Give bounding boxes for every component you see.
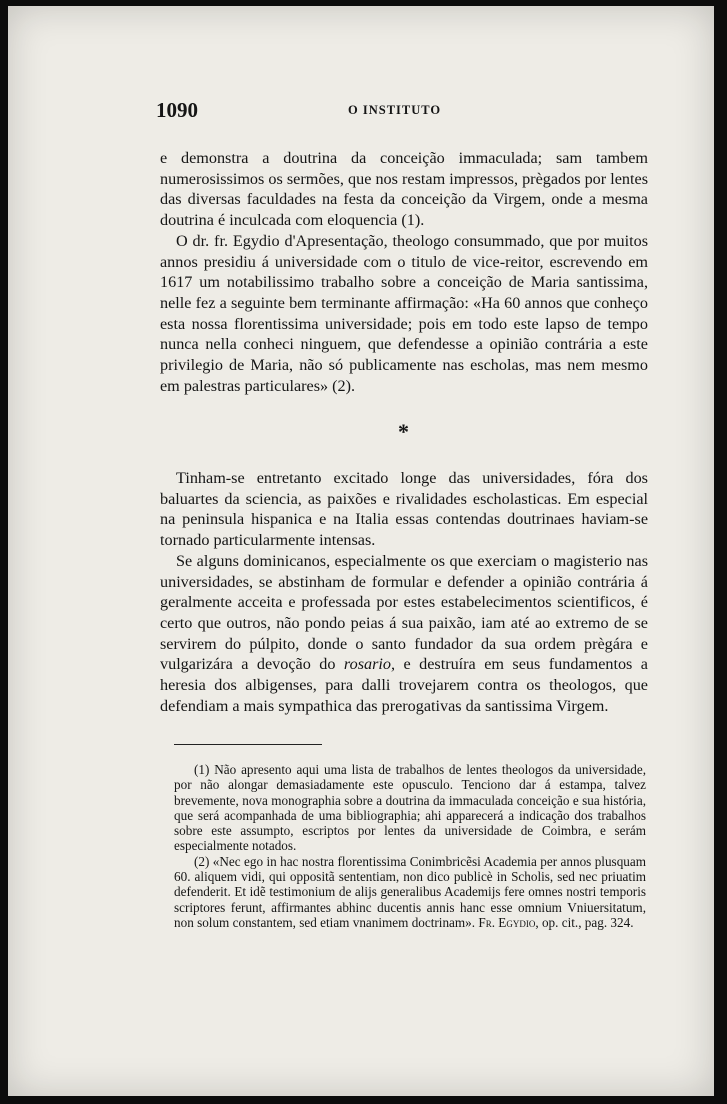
section-separator: * [398, 419, 409, 444]
scanned-page [8, 6, 714, 1096]
paragraph-egydio: O dr. fr. Egydio d'Apresentação, theologo consummado, que por muitos annos presidiu á universidade com o titulo de vice-reitor, escrevendo em 1617 um notabilissimo trabalho sobre a conceição de Maria santissima, nelle fez a seguinte bem terminante affirmação: «Ha 60 annos que conheço esta nossa florentissima universidade; pois em todo este lapso de tempo nunca nella conheci ninguem, que defendesse a opinião contrária a este privilegio de Maria, não só publicamente nas escholas, mas nem mesmo em palestras particulares» (2). [160, 231, 648, 395]
paragraph-dominicans-text-b: e destruíra em seus fundamentos a heresia dos albigenses, para dalli trovejarem contra os theologos, que defendiam a mais sympathica das prerogativas da santissima Virgem. [160, 655, 648, 715]
paragraph-controversies: Tinham-se entretanto excitado longe das universidades, fóra dos baluartes da sciencia, as paixões e rivalidades escholasticas. Em especial na peninsula hispanica e na Italia essas contendas doutrinaes haviam-se tornado particularmente intensas. [160, 469, 648, 550]
paragraph-continuation: e demonstra a doutrina da conceição immaculada; sam tambem numerosissimos os sermões, que nos restam impressos, prègados por lentes das diversas faculdades na festa da conceição da Virgem, onde a mesma doutrina é inculcada com eloquencia (1). [160, 149, 648, 230]
running-title: O INSTITUTO [348, 103, 442, 117]
footnote-rule [174, 744, 322, 745]
footnote-1: (1) Não apresento aqui uma lista de trabalhos de lentes theologos da universidade, por não alongar demasiadamente este opusculo. Tenciono dar á estampa, talvez brevemente, nova monographia sobre a doutrina da immaculada conceição e sua história, que será acompanhada de uma bibliographia; ahi apparecerá a indicação dos trabalhos sobre este assumpto, escriptos por lentes da universidade de Coimbra, e serám especialmente notados. [174, 762, 646, 854]
footnote-2 [174, 854, 646, 930]
footnotes [174, 762, 646, 930]
section-2 [160, 468, 648, 716]
italic-rosario: rosario, [343, 655, 396, 674]
section-1 [160, 148, 648, 396]
paragraph-dominicans [160, 551, 648, 717]
page-number: 1090 [156, 98, 198, 122]
paragraph-dominicans-text-a: Se alguns dominicanos, especialmente os que exerciam o magisterio nas universidades, se abstinham de formular e defender a opinião contrária á geralmente acceita e professada por estes estabelecimentos scientificos, é certo que outros, não pondo peias á sua paixão, iam até ao extremo de se servirem do púlpito, donde o santo fundador da sua ordem prègára e vulgarizára a devoção do [160, 551, 648, 674]
footnote-2-reference: , op. cit., pag. 324. [535, 914, 634, 930]
footnote-2-author: Fr. Egydio [478, 914, 536, 930]
footnote-2-text: (2) «Nec ego in hac nostra florentissima Conimbricẽsi Academia per annos plusquam 60. aliquem vidi, qui oppositã sententiam, non dico publicè in Scholis, sed nec priuatim defenderit. Et idẽ testimonium de alijs generalibus Academijs fere omnes nostri temporis scriptores ferunt, affirmantes abhinc ducentis annis hanc esse omnium Vniuersitatum, non solum constantem, sed etiam vnanimem doctrinam». [174, 853, 646, 930]
page-header [156, 98, 654, 122]
